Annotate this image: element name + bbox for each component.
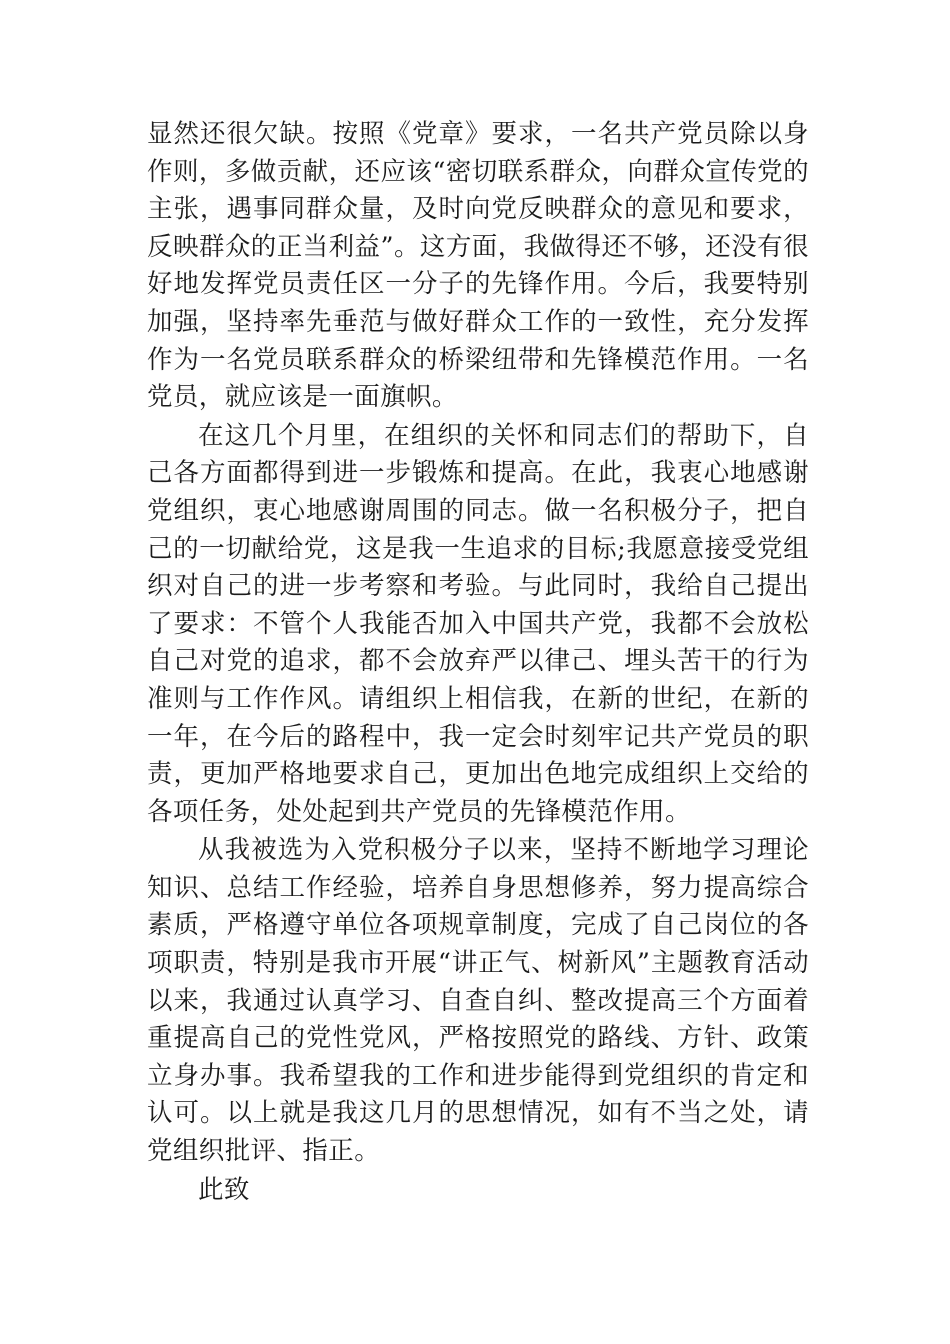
paragraph-summary: 从我被选为入党积极分子以来，坚持不断地学习理论知识、总结工作经验，培养自身思想修养，努力提高综合素质，严格遵守单位各项规章制度，完成了自己岗位的各项职责，特别是我市开展“讲正气、树新风”主题教育活动以来，我通过认真学习、自查自纠、整改提高三个方面着重提高自己的党性党风，严格按照党的路线、方针、政策立身办事。我希望我的工作和进步能得到党组织的肯定和认可。以上就是我这几月的思想情况，如有不当之处，请党组织批评、指正。 [147,835,809,1167]
document-body [147,116,809,1209]
closing-salutation: 此致 [198,1174,250,1205]
paragraph-gratitude: 在这几个月里，在组织的关怀和同志们的帮助下，自己各方面都得到进一步锻炼和提高。在此，我衷心地感谢党组织，衷心地感谢周围的同志。做一名积极分子，把自己的一切献给党，这是我一生追求的目标;我愿意接受党组织对自己的进一步考察和考验。与此同时，我给自己提出了要求：不管个人我能否加入中国共产党，我都不会放松自己对党的追求，都不会放弃严以律己、埋头苦干的行为准则与工作作风。请组织上相信我，在新的世纪，在新的一年，在今后的路程中，我一定会时刻牢记共产党员的职责，更加严格地要求自己，更加出色地完成组织上交给的各项任务，处处起到共产党员的先锋模范作用。 [147,420,809,827]
paragraph-continuation: 显然还很欠缺。按照《党章》要求，一名共产党员除以身作则，多做贡献，还应该“密切联系群众，向群众宣传党的主张，遇事同群众量，及时向党反映群众的意见和要求，反映群众的正当利益”。这方面，我做得还不够，还没有很好地发挥党员责任区一分子的先锋作用。今后，我要特别加强，坚持率先垂范与做好群众工作的一致性，充分发挥作为一名党员联系群众的桥梁纽带和先锋模范作用。一名党员，就应该是一面旗帜。 [147,119,809,413]
